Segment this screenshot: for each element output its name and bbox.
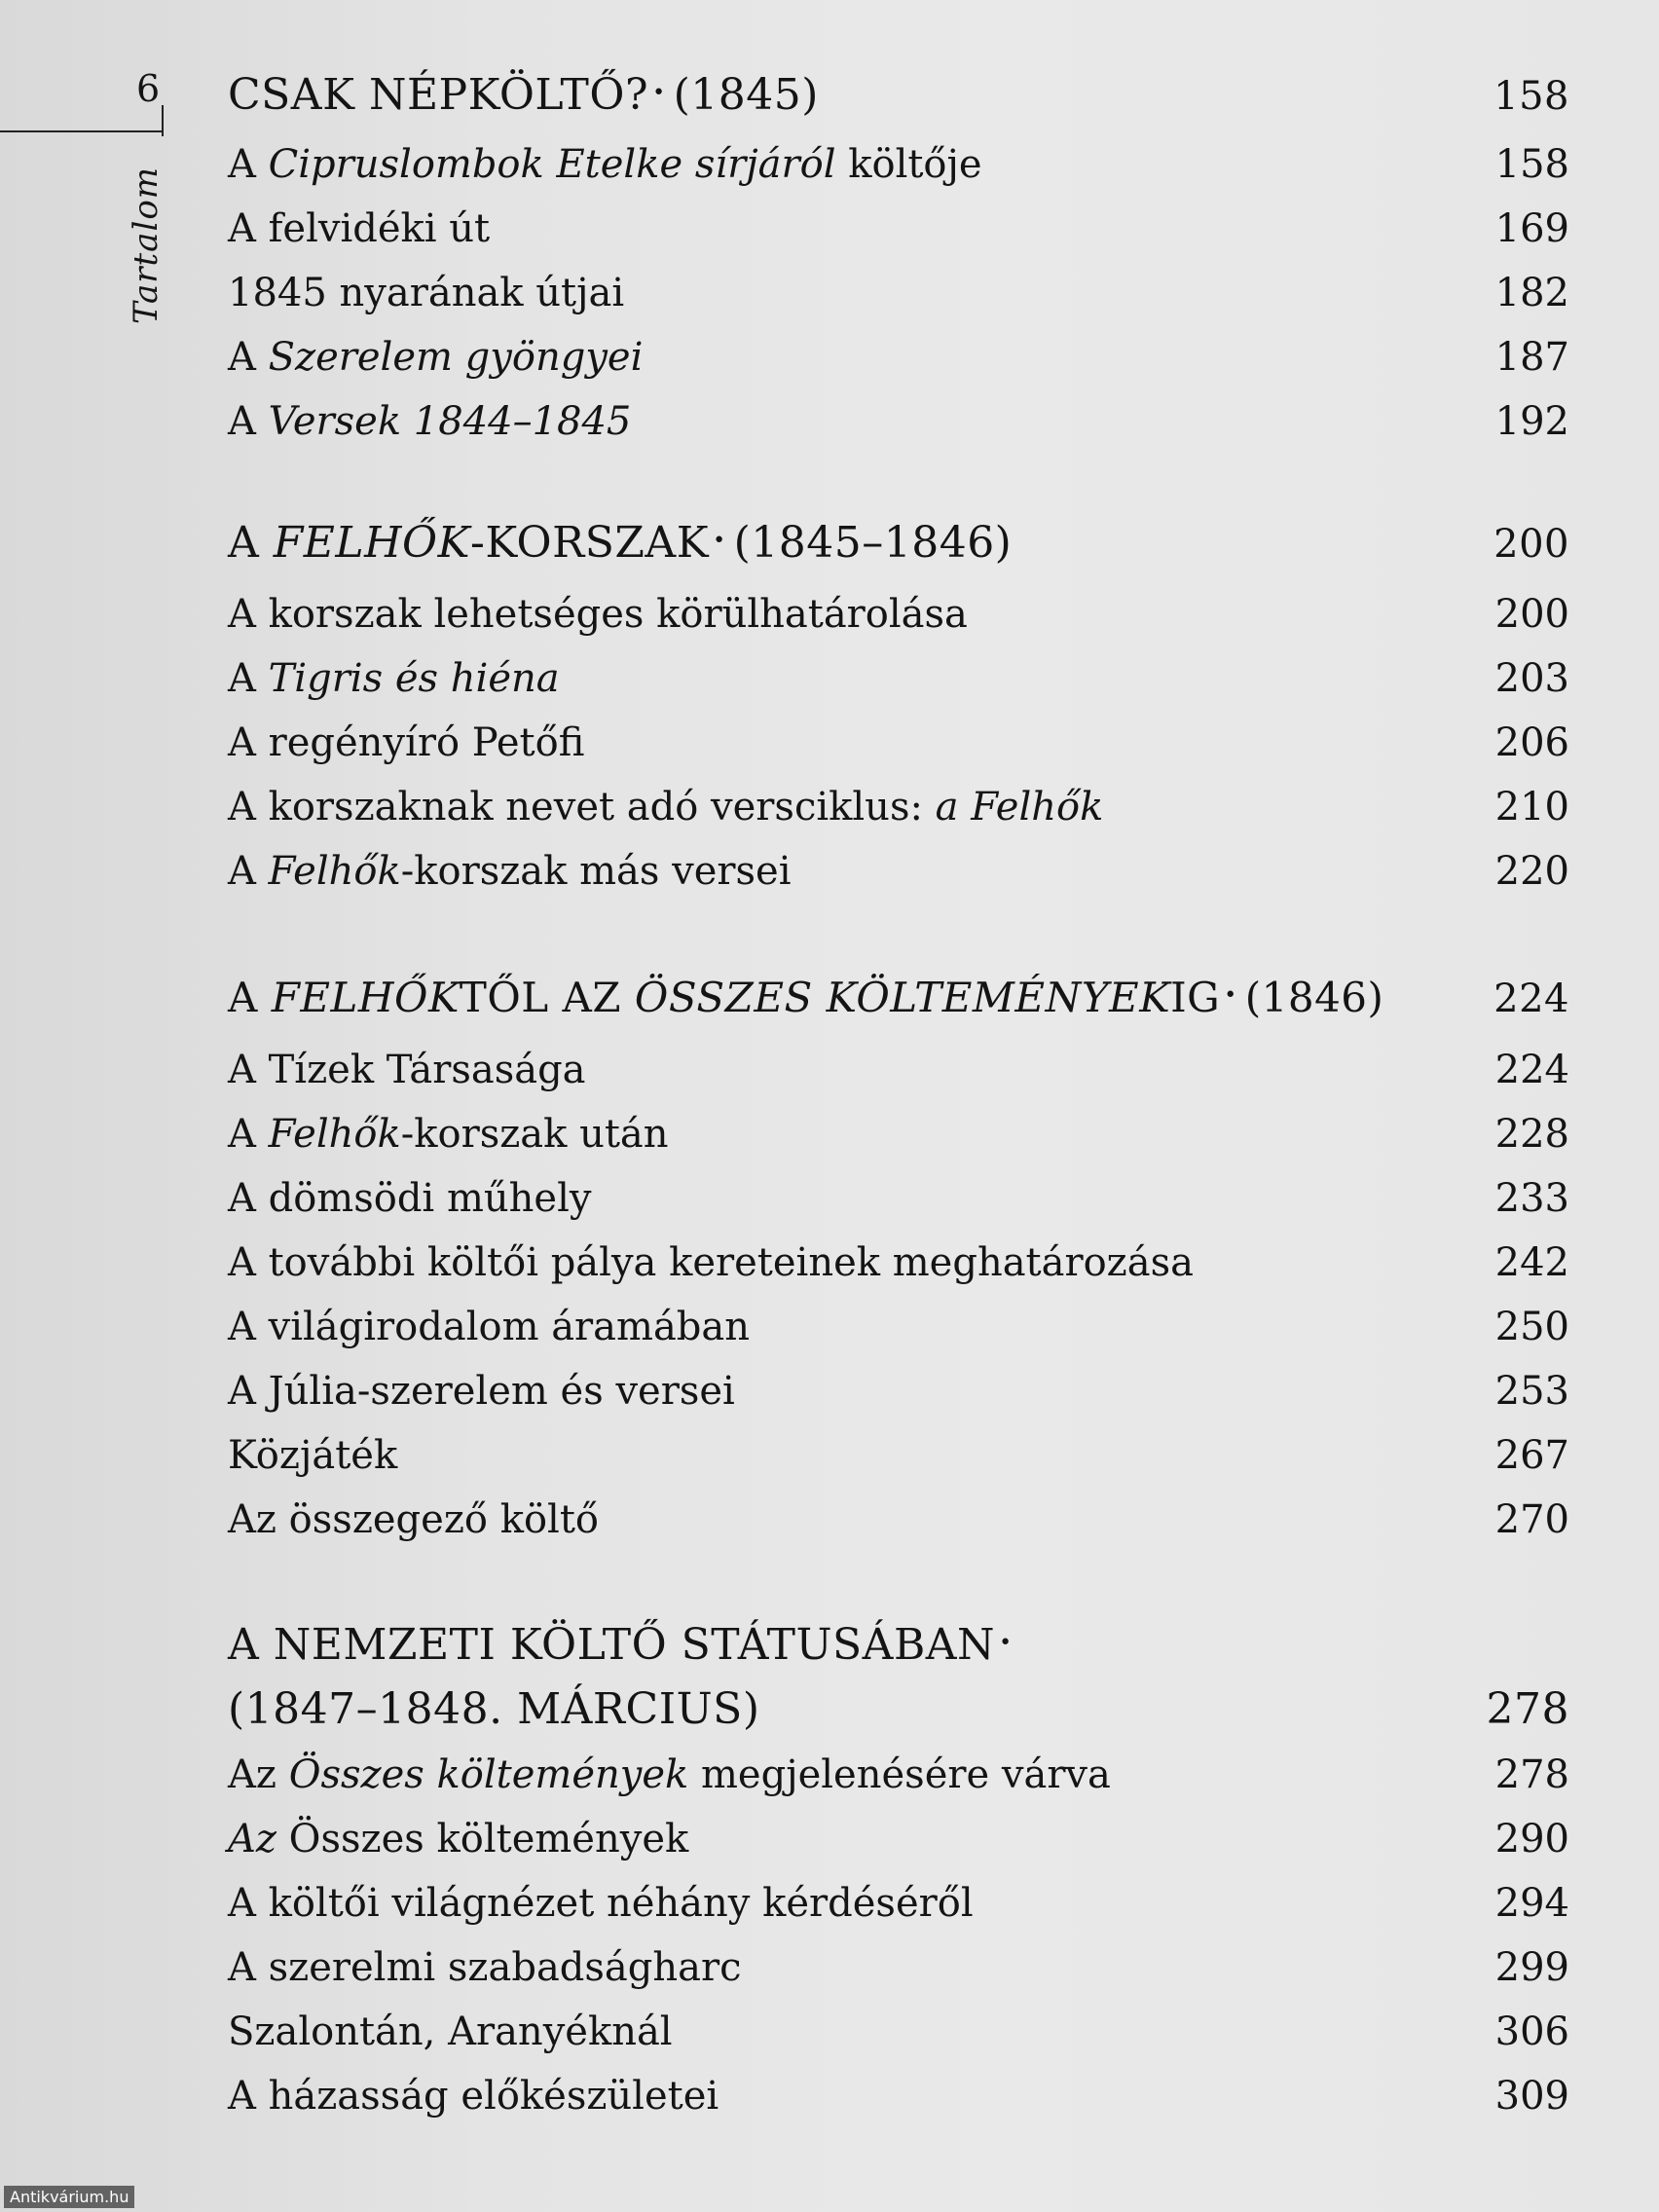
page-ref: 294 (1494, 1881, 1569, 1926)
watermark: Antikvárium.hu (4, 2186, 134, 2208)
toc-entry: Az összegező költő 270 (228, 1497, 1569, 1542)
page-ref: 278 (1494, 1752, 1569, 1797)
page-ref: 233 (1494, 1176, 1569, 1221)
section-title: CSAK NÉPKÖLTŐ? • (1845) (228, 70, 819, 120)
toc-section-heading (228, 974, 1569, 1021)
toc-entry: A további költői pálya kereteinek meghatározása 242 (228, 1240, 1569, 1285)
page-ref: 187 (1494, 335, 1569, 380)
toc-entry: A Felhők-korszak más versei 220 (228, 849, 1569, 894)
toc-entry: Közjáték 267 (228, 1433, 1569, 1478)
toc-entry: 1845 nyarának útjai 182 (228, 271, 1569, 315)
page-ref: 270 (1494, 1497, 1569, 1542)
page-ref: 299 (1494, 1945, 1569, 1990)
page-ref: 290 (1494, 1817, 1569, 1862)
page-ref: 200 (1493, 522, 1569, 567)
toc-entry: A költői világnézet néhány kérdéséről 294 (228, 1881, 1569, 1926)
toc-entry: A Cipruslombok Etelke sírjáról költője 158 (228, 142, 1569, 187)
toc-entry: A Tigris és hiéna 203 (228, 656, 1569, 701)
toc-section-heading (228, 518, 1569, 568)
toc-section-heading (228, 1620, 1569, 1749)
page-ref: 220 (1494, 849, 1569, 894)
section-title: A FELHŐKTŐL AZ ÖSSZES KÖLTEMÉNYEKIG • (1846) (228, 974, 1384, 1021)
section-title: A NEMZETI KÖLTŐ STÁTUSÁBAN • (228, 1620, 1013, 1670)
toc-entry: A Versek 1844–1845 192 (228, 399, 1569, 444)
page-ref: 169 (1494, 206, 1569, 251)
page-ref: 224 (1493, 977, 1569, 1021)
toc-section-heading (228, 70, 1569, 120)
toc-entry: Szalontán, Aranyéknál 306 (228, 2009, 1569, 2054)
page-ref: 192 (1494, 399, 1569, 444)
page-ref: 182 (1494, 271, 1569, 315)
page-ref: 158 (1494, 142, 1569, 187)
toc-entry: A házasság előkészületei 309 (228, 2074, 1569, 2119)
page-ref: 158 (1493, 74, 1569, 119)
page-number: 6 (136, 67, 161, 110)
toc-entry: A Tízek Társasága 224 (228, 1048, 1569, 1092)
toc-entry: A világirodalom áramában 250 (228, 1305, 1569, 1349)
toc-entry: A felvidéki út 169 (228, 206, 1569, 251)
toc-entry: A Felhők-korszak után 228 (228, 1112, 1569, 1157)
toc-entry: A korszak lehetséges körülhatárolása 200 (228, 592, 1569, 637)
toc-entry: A Júlia-szerelem és versei 253 (228, 1369, 1569, 1414)
page-ref: 210 (1494, 785, 1569, 830)
page-ref: 203 (1494, 656, 1569, 701)
page-ref: 228 (1494, 1112, 1569, 1157)
page-ref: 206 (1494, 720, 1569, 765)
page-ref: 278 (1486, 1684, 1569, 1734)
toc-entry: A dömsödi műhely 233 (228, 1176, 1569, 1221)
section-dates: (1847–1848. MÁRCIUS) (228, 1684, 760, 1734)
page-ref: 267 (1494, 1433, 1569, 1478)
toc-entry: A szerelmi szabadságharc 299 (228, 1945, 1569, 1990)
page-ref: 224 (1494, 1048, 1569, 1092)
page-ref: 250 (1494, 1305, 1569, 1349)
page-ref: 200 (1494, 592, 1569, 637)
section-title: A FELHŐK-KORSZAK • (1845–1846) (228, 518, 1013, 568)
toc-entry: Az Összes költemények megjelenésére várva 278 (228, 1752, 1569, 1797)
toc-entry: A Szerelem gyöngyei 187 (228, 335, 1569, 380)
page-ref: 309 (1494, 2074, 1569, 2119)
toc-entry: A regényíró Petőfi 206 (228, 720, 1569, 765)
page-ref: 242 (1494, 1240, 1569, 1285)
page-ref: 253 (1494, 1369, 1569, 1414)
page-ref: 306 (1494, 2009, 1569, 2054)
running-head: Tartalom (127, 166, 166, 325)
toc-entry: A korszaknak nevet adó versciklus: a Felhők 210 (228, 785, 1569, 830)
toc-entry: Az Összes költemények 290 (228, 1817, 1569, 1862)
